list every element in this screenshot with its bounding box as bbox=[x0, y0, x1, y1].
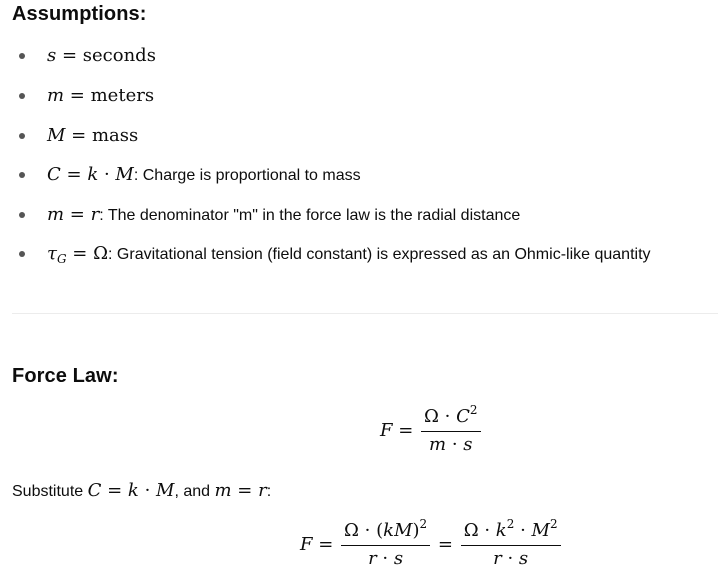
assumption-description: : Charge is proportional to mass bbox=[133, 167, 361, 184]
force-law-heading: Force Law: bbox=[12, 365, 119, 387]
bullet-icon bbox=[19, 212, 25, 218]
assumption-row bbox=[47, 163, 361, 188]
substitute-middle: , and bbox=[174, 483, 215, 500]
fraction: $\frac{\Omega \cdot (kM)^2}{r \cdot s}$ bbox=[341, 520, 430, 570]
substitute-math-radius: m = r bbox=[214, 480, 267, 501]
assumption-math: m = r bbox=[47, 204, 100, 225]
assumption-description: : The denominator "m" in the force law is the radial distance bbox=[99, 207, 521, 224]
assumption-math: M = mass bbox=[47, 125, 139, 146]
bullet-icon bbox=[19, 172, 25, 178]
section-divider bbox=[12, 313, 718, 314]
substitute-math-charge: C = k · M bbox=[87, 480, 175, 501]
bullet-icon bbox=[19, 53, 25, 59]
force-law-equation: F = $\frac{\Omega \cdot C^2}{m \cdot s}$ bbox=[380, 406, 483, 456]
bullet-icon bbox=[19, 93, 25, 99]
assumption-row bbox=[47, 203, 520, 228]
substitute-suffix: : bbox=[266, 483, 272, 500]
assumption-math: m = meters bbox=[47, 85, 155, 106]
bullet-icon bbox=[19, 133, 25, 139]
substitute-prefix: Substitute bbox=[12, 483, 88, 500]
assumption-row bbox=[47, 242, 651, 267]
assumption-math: C = k · M bbox=[47, 164, 134, 185]
assumption-math: s = seconds bbox=[47, 45, 156, 66]
fraction: $\frac{\Omega \cdot C^2}{m \cdot s}$ bbox=[421, 406, 481, 456]
substitute-line bbox=[12, 480, 271, 501]
assumption-description: : Gravitational tension (field constant) is expressed as an Ohmic-like quantity bbox=[108, 246, 651, 263]
substituted-equation: F = $\frac{\Omega \cdot (kM)^2}{r \cdot s}$ = $\frac{\Omega \cdot k^2 \cdot M^2}{r \cdot s}$ bbox=[300, 520, 563, 570]
assumptions-heading: Assumptions: bbox=[12, 3, 147, 25]
assumption-math: $\tau_G = \Omega$ bbox=[47, 243, 109, 266]
bullet-icon bbox=[19, 251, 25, 257]
fraction: $\frac{\Omega \cdot k^2 \cdot M^2}{r \cdot s}$ bbox=[461, 520, 561, 570]
